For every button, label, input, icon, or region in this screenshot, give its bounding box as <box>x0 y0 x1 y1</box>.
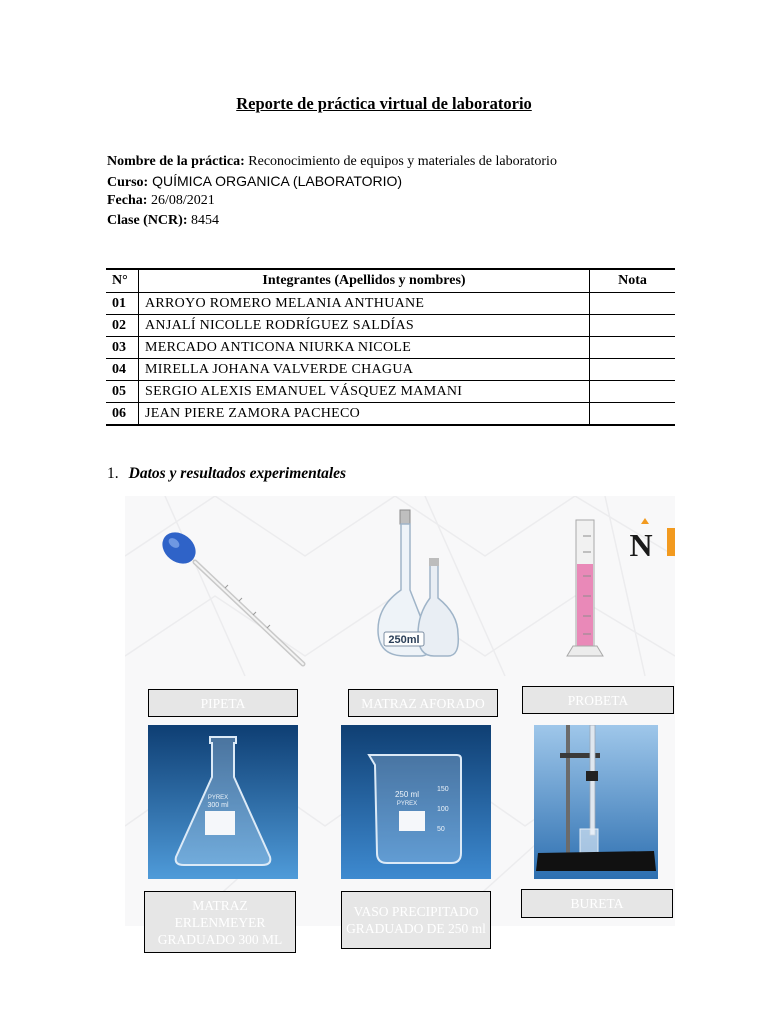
date-key: Fecha: <box>107 193 148 208</box>
header-members: Integrantes (Apellidos y nombres) <box>139 269 590 293</box>
graduated-cylinder-image <box>563 516 607 661</box>
table-row <box>106 403 675 426</box>
row-number: 05 <box>106 381 139 403</box>
burette-image <box>534 725 658 879</box>
beaker-tick-100: 100 <box>437 806 449 813</box>
row-grade <box>590 315 676 337</box>
label-pipeta: PIPETA <box>148 689 298 717</box>
class-line <box>107 211 219 231</box>
table-row <box>106 359 675 381</box>
date-line <box>107 191 215 211</box>
row-grade <box>590 359 676 381</box>
practice-name-value: Reconocimiento de equipos y materiales de laboratorio <box>244 154 557 169</box>
label-matraz-erlenmeyer: MATRAZ ERLENMEYER GRADUADO 300 ML <box>144 891 296 953</box>
course-key: Curso: <box>107 174 149 190</box>
erlenmeyer-flask-image <box>148 725 298 879</box>
label-bureta: BURETA <box>521 889 673 918</box>
flask-volume-text: 250ml <box>388 634 420 646</box>
section-heading <box>107 465 346 483</box>
class-key: Clase (NCR): <box>107 212 188 228</box>
row-name: SERGIO ALEXIS EMANUEL VÁSQUEZ MAMANI <box>139 381 590 403</box>
row-number: 04 <box>106 359 139 381</box>
course-value: QUÍMICA ORGANICA (LABORATORIO) <box>148 172 403 189</box>
header-number: N° <box>106 269 139 293</box>
equipment-gallery <box>125 496 675 947</box>
row-name: MERCADO ANTICONA NIURKA NICOLE <box>139 337 590 359</box>
report-title: Reporte de práctica virtual de laboratorio <box>236 94 532 113</box>
table-row <box>106 337 675 359</box>
volumetric-flask-image <box>370 506 460 666</box>
section-title: Datos y resultados experimentales <box>128 465 347 482</box>
header-grade: Nota <box>590 269 676 293</box>
beaker-tick-150: 150 <box>437 786 449 793</box>
row-number: 03 <box>106 337 139 359</box>
table-row <box>106 381 675 403</box>
beaker-image <box>341 725 491 879</box>
row-number: 06 <box>106 403 139 426</box>
row-grade <box>590 337 676 359</box>
row-grade <box>590 293 676 315</box>
label-probeta: PROBETA <box>522 686 674 714</box>
row-name: ARROYO ROMERO MELANIA ANTHUANE <box>139 293 590 315</box>
row-grade <box>590 403 676 426</box>
table-header-row <box>106 269 675 293</box>
row-number: 02 <box>106 315 139 337</box>
practice-name-key: Nombre de la práctica: <box>107 154 245 169</box>
class-value: 8454 <box>187 212 219 228</box>
row-name: ANJALÍ NICOLLE RODRÍGUEZ SALDÍAS <box>139 315 590 337</box>
label-matraz-aforado: MATRAZ AFORADO <box>348 689 498 717</box>
practice-name-line <box>107 152 557 172</box>
members-table <box>106 268 675 426</box>
logo-letter: N <box>629 527 653 562</box>
beaker-brand-text: PYREX <box>396 801 418 807</box>
table-row <box>106 293 675 315</box>
erlenmeyer-volume-text: 300 ml <box>207 802 229 809</box>
row-name: MIRELLA JOHANA VALVERDE CHAGUA <box>139 359 590 381</box>
course-line <box>107 172 402 193</box>
date-value: 26/08/2021 <box>147 193 215 208</box>
logo-icon <box>623 514 675 562</box>
beaker-tick-50: 50 <box>437 826 445 833</box>
row-grade <box>590 381 676 403</box>
institution-logo <box>623 514 675 562</box>
beaker-volume-text: 250 ml <box>394 790 420 799</box>
table-row <box>106 315 675 337</box>
erlenmeyer-brand-text: PYREX <box>207 795 229 801</box>
row-number: 01 <box>106 293 139 315</box>
pipette-image <box>155 526 315 676</box>
row-name: JEAN PIERE ZAMORA PACHECO <box>139 403 590 426</box>
label-vaso-precipitado: VASO PRECIPITADO GRADUADO DE 250 ml <box>341 891 491 949</box>
section-number: 1. <box>107 465 119 482</box>
